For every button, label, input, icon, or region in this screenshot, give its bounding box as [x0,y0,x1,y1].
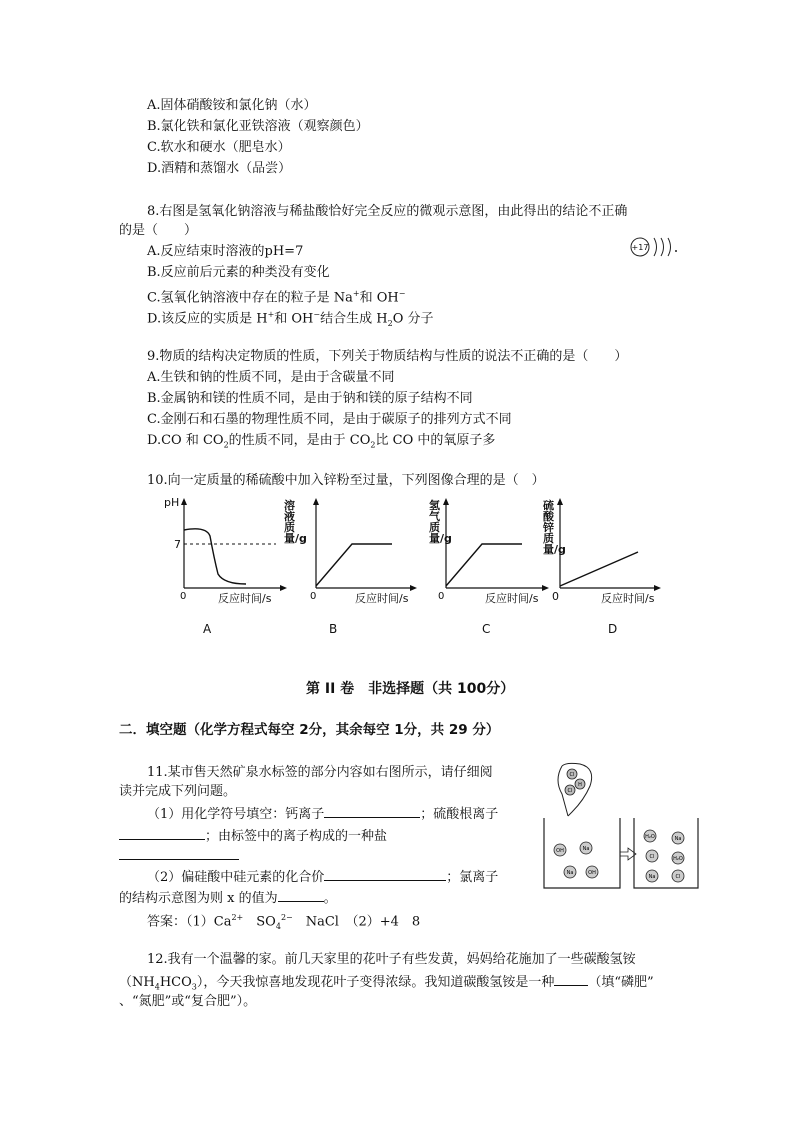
svg-text:OH: OH [556,848,564,854]
q8-option-c: C.氢氧化钠溶液中存在的粒子是 Na+和 OH− [147,289,406,306]
part2-heading: 二．填空题（化学方程式每空 2分，其余每空 1分，共 29 分） [119,722,500,738]
graph-a-origin: 0 [180,591,187,602]
q12-line1: 12.我有一个温馨的家。前几天家里的花叶子有些发黄，妈妈给花施加了一些碳酸氢铵 [147,952,636,967]
nucleus-charge: +17 [631,243,649,252]
graph-c-origin: 0 [438,591,445,602]
blank-sulfate-ion[interactable] [119,826,205,840]
graph-a-letter: A [203,622,212,636]
svg-text:Cl: Cl [649,854,655,860]
q7-option-a: A.固体硝酸铵和氯化钠（水） [147,98,317,113]
graph-a-xlabel: 反应时间/s [218,592,272,605]
blank-fertilizer-type[interactable] [554,972,588,986]
q11-line1: 11.某市售天然矿泉水标签的部分内容如右图所示，请仔细阅 [147,765,493,780]
q10-stem: 10.向一定质量的稀硫酸中加入锌粉至过量，下列图像合理的是（ ） [147,473,545,488]
q9-option-d: D.CO 和 $CO_2$的性质不同，是由于 $CO_2$比 CO 中的氧原子多 [147,433,496,450]
graph-c-letter: C [482,622,491,636]
graph-d-curve [560,552,638,586]
q7-option-d: D.酒精和蒸馏水（品尝） [147,161,292,176]
svg-text:Na: Na [582,846,590,852]
svg-text:Cl: Cl [569,772,575,778]
right-beaker [634,818,698,888]
q9-option-b: B.金属钠和镁的性质不同，是由于钠和镁的原子结构不同 [147,391,473,406]
q9-option-a: A.生铁和钠的性质不同，是由于含碳量不同 [147,370,395,385]
graph-c-curve [446,544,522,586]
graph-a-ylabel: pH [164,496,180,509]
svg-text:Na: Na [566,870,574,876]
blank-salt[interactable] [119,846,239,860]
graph-d-ylabel: 硫酸锌质量/g [543,499,566,556]
graph-b-curve [316,544,392,586]
q11-line6: （2）偏硅酸中硅元素的化合价 ；氯离子 [147,867,498,887]
q8-stem-line1: 8.右图是氢氧化钠溶液与稀盐酸恰好完全反应的微观示意图，由此得出的结论不正确 [147,204,628,219]
beaker-reaction-diagram [540,760,700,892]
svg-text:Na: Na [674,836,682,842]
graph-b-letter: B [329,622,338,636]
svg-text:OH: OH [588,870,596,876]
q7-option-c: C.软水和硬水（肥皂水） [147,140,291,155]
blank-calcium-ion[interactable] [324,804,420,818]
graph-a-tick-7: 7 [174,538,181,551]
q9-stem: 9.物质的结构决定物质的性质，下列关于物质结构与性质的说法不正确的是（ ） [147,349,628,364]
svg-text:Cl: Cl [567,788,573,794]
section2-title: 第 II 卷 非选择题（共 100分） [306,681,515,697]
q12-line2: $(NH_4HCO_3)$，今天我惊喜地发现花叶子变得浓绿。我知道碳酸氢铵是一种 （填“磷肥” [119,972,654,997]
blank-x-value[interactable] [278,888,324,902]
graph-b-xlabel: 反应时间/s [355,592,409,605]
graph-a-curve [184,529,246,584]
graph-b-ylabel: 溶液质量/g [284,499,307,545]
graph-d-xlabel: 反应时间/s [601,592,655,605]
q8-option-a: A.反应结束时溶液的pH=7 [147,244,304,259]
q11-line3: （1）用化学符号填空：钙离子 ；硫酸根离子 [147,804,498,824]
blank-silicon-valence[interactable] [324,867,446,881]
q8-stem-line2: 的是（ ） [119,223,198,238]
q7-option-b: B.氯化铁和氯化亚铁溶液（观察颜色） [147,119,369,134]
svg-text:H₂O: H₂O [645,834,655,840]
svg-text:Na: Na [648,874,656,880]
q11-line4: ；由标签中的离子构成的一种盐 [119,826,387,846]
svg-text:H: H [578,782,582,788]
svg-text:H₂O: H₂O [673,856,683,862]
q8-option-b: B.反应前后元素的种类没有变化 [147,265,330,280]
graph-c-xlabel: 反应时间/s [485,592,539,605]
atom-structure-diagram [628,234,680,260]
q11-line2: 读并完成下列问题。 [119,784,237,799]
graph-c-ylabel: 氢气质量/g [429,499,452,545]
q11-line5 [119,846,239,866]
q8-option-d: D.该反应的实质是 H+和 OH−结合生成 $H_2O$ 分子 [147,310,434,328]
q9-option-c: C.金刚石和石墨的物理性质不同，是由于碳原子的排列方式不同 [147,412,512,427]
q11-answer: 答案：$(1)Ca^{2+}$ $SO_4^{2-}$ NaCl （2）+4 8 [147,913,421,931]
q11-line7: 的结构示意图为则 x 的值为 。 [119,888,337,908]
graph-d-origin: 0 [552,590,559,603]
svg-text:Cl: Cl [675,874,681,880]
graph-b-origin: 0 [310,591,317,602]
q12-line3: 、“氮肥”或“复合肥”）。 [119,994,257,1009]
graph-d-letter: D [608,622,618,636]
